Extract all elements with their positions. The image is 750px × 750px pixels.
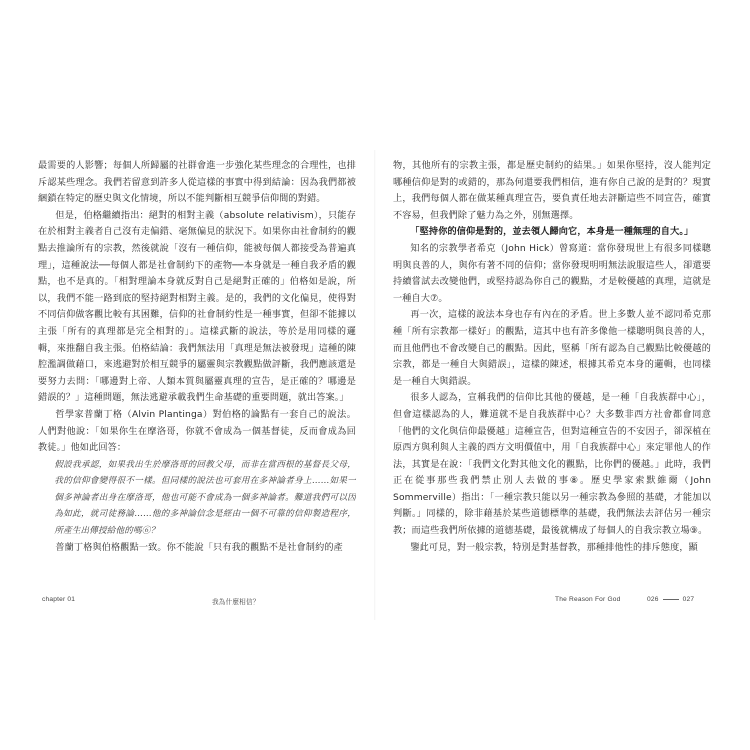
page-number-dash <box>663 599 679 600</box>
right-paragraph-1: 物，其他所有的宗教主張，都是歷史制約的結果。」如果你堅持，沒人能判定哪種信仰是對的或錯的，那為何還要我們相信，進有你自己說的是對的？現實上，我們每個人都在做某種真理宣告，要負責任地去評斷這些不同宣告，確實不容易，但我們除了魅力為之外，別無選擇。 <box>393 161 711 221</box>
right-paragraph-4: 再一次，這樣的說法本身也存有內在的矛盾。世上多數人並不認同希克那種「所有宗教都一樣好」的觀點，這其中也有許多像他一樣聰明與良善的人，而且他們也不會改變自己的觀點。因此，堅稱「所有認為自己觀點比較優越的宗教，都是一種自大與錯誤」，這樣的陳述，根據其希克本身的邏輯，也同樣是一種自大與錯誤。 <box>393 310 711 387</box>
left-paragraph-5: 普蘭丁格與伯格觀點一致。你不能說「只有我的觀點不是社會制約的產 <box>55 542 343 553</box>
left-paragraph-2: 但是，伯格繼續指出：絕對的相對主義（absolute relativism），只能存在於相對主義者自己沒有走偏錯、毫無偏見的狀況下。如果你由社會制約的觀點去推論所有的宗教，然後就說「沒有一種信仰，能被每個人都接受為普遍真理」，這種說法──每個人都是社會制約下的產物──本身就是一種自我矛盾的觀點，也不是真的。「相對理論本身就反對自己是絕對正確的」伯格如是說，所以，我們不能一路到底的堅持絕對相對主義。是的，我們的文化偏見，使得對不同信仰做客觀比較有其困難，信仰的社會制約性是一種事實，但卻不能據以主張「所有的真理都是完全相對的」。這樣武斷的說法，等於是用同樣的邏輯，來推翻自我主張。伯格結論：我們無法用「真理是無法被發現」這種的陳腔濫調做藉口，來逃避對於相互競爭的屬靈與宗教觀點做評斷，我們應該還是要努力去問：「哪邊對上帝、人類本質與屬靈真理的宣告，是正確的？哪邊是錯誤的？」這種問題，無法逃避承載我們生命基礎的重要問題，就出答案。」 <box>38 210 356 404</box>
page-numbers <box>647 596 694 603</box>
book-title-footer: 我為什麼相信？ <box>212 598 260 606</box>
left-page-text <box>38 158 356 586</box>
left-paragraph-3: 哲學家普蘭丁格（Alvin Plantinga）對伯格的論點有一套自己的說法。人們對他說：「如果你生在摩洛哥，你就不會成為一個基督徒，反而會成為回教徒。」他如此回答： <box>38 409 356 454</box>
right-paragraph-5: 很多人認為，宣稱我們的信仰比其他的優越，是一種「自我族群中心」，但會這樣認為的人，難道就不是自我族群中心？大多數非西方社會都會同意「他們的文化與信仰最優越」這種宣告，但對這種宣告的不安因子，卻深植在原西方與利與人主義的西方文明價值中，用「自我族群中心」來定罪他人的作法，其實是在說：「我們文化對其他文化的觀點，比你們的優越。」此時，我們正在從事那些我們禁止別人去做的事⑧。歷史學家索默維爾（John Sommerville）指出：「一種宗教只能以另一種宗教為參照的基礎，才能加以判斷。」同樣的，除非藉基於某些道德標準的基礎，我們無法去評估另一種宗教；而這些我們所依據的道德基礎，最後就構成了每個人的自我宗教立場⑨。 <box>393 393 711 537</box>
left-paragraph-1: 最需要的人影響；每個人所歸屬的社群會進一步強化某些理念的合理性，也排斥認某些理念。我們若留意到許多人從這樣的事實中得到結論：因為我們都被綑鎖在特定的歷史與文化情境，所以不能判斷相互競爭信仰間的對錯。 <box>38 161 356 205</box>
right-paragraph-6: 鑒此可見，對一般宗教，特別是對基督教，那種排他性的排斥態度，顯 <box>410 542 698 553</box>
right-page-text <box>393 158 711 586</box>
page-number-left: 026 <box>647 596 659 603</box>
emphasis-heading: 「堅持你的信仰是對的，並去領人歸向它，本身是一種無理的自大。」 <box>410 227 694 238</box>
running-title-footer: The Reason For God <box>555 596 621 603</box>
chapter-label: chapter 01 <box>42 596 76 603</box>
block-quote: 假設我承認，如果我出生於摩洛哥的回教父母，而非在當西根的基督長父母，我的信仰會變得很不一樣。但同樣的說法也可套用在多神論者身上……如果一個多神論者出身在摩洛哥，他也可能不會成為一個多神論者。難道我們可以因為如此，就司徒務論……他的多神論信念是經由一個不可靠的信仰製造程序，所產生出傳授給他的嗎⑥？ <box>54 459 356 537</box>
page-number-right: 027 <box>682 596 695 603</box>
page-gutter <box>374 150 376 620</box>
right-paragraph-3: 知名的宗教學者希克（John Hick）曾寫道：當你發現世上有很多同樣聰明與良善的人，與你有著不同的信仰；當你發現明明無法說服這些人，卻還要持續嘗試去改變他們，或堅持認為你自己的觀點，才是較優越的真理，這就是一種自大⑦。 <box>393 243 711 304</box>
